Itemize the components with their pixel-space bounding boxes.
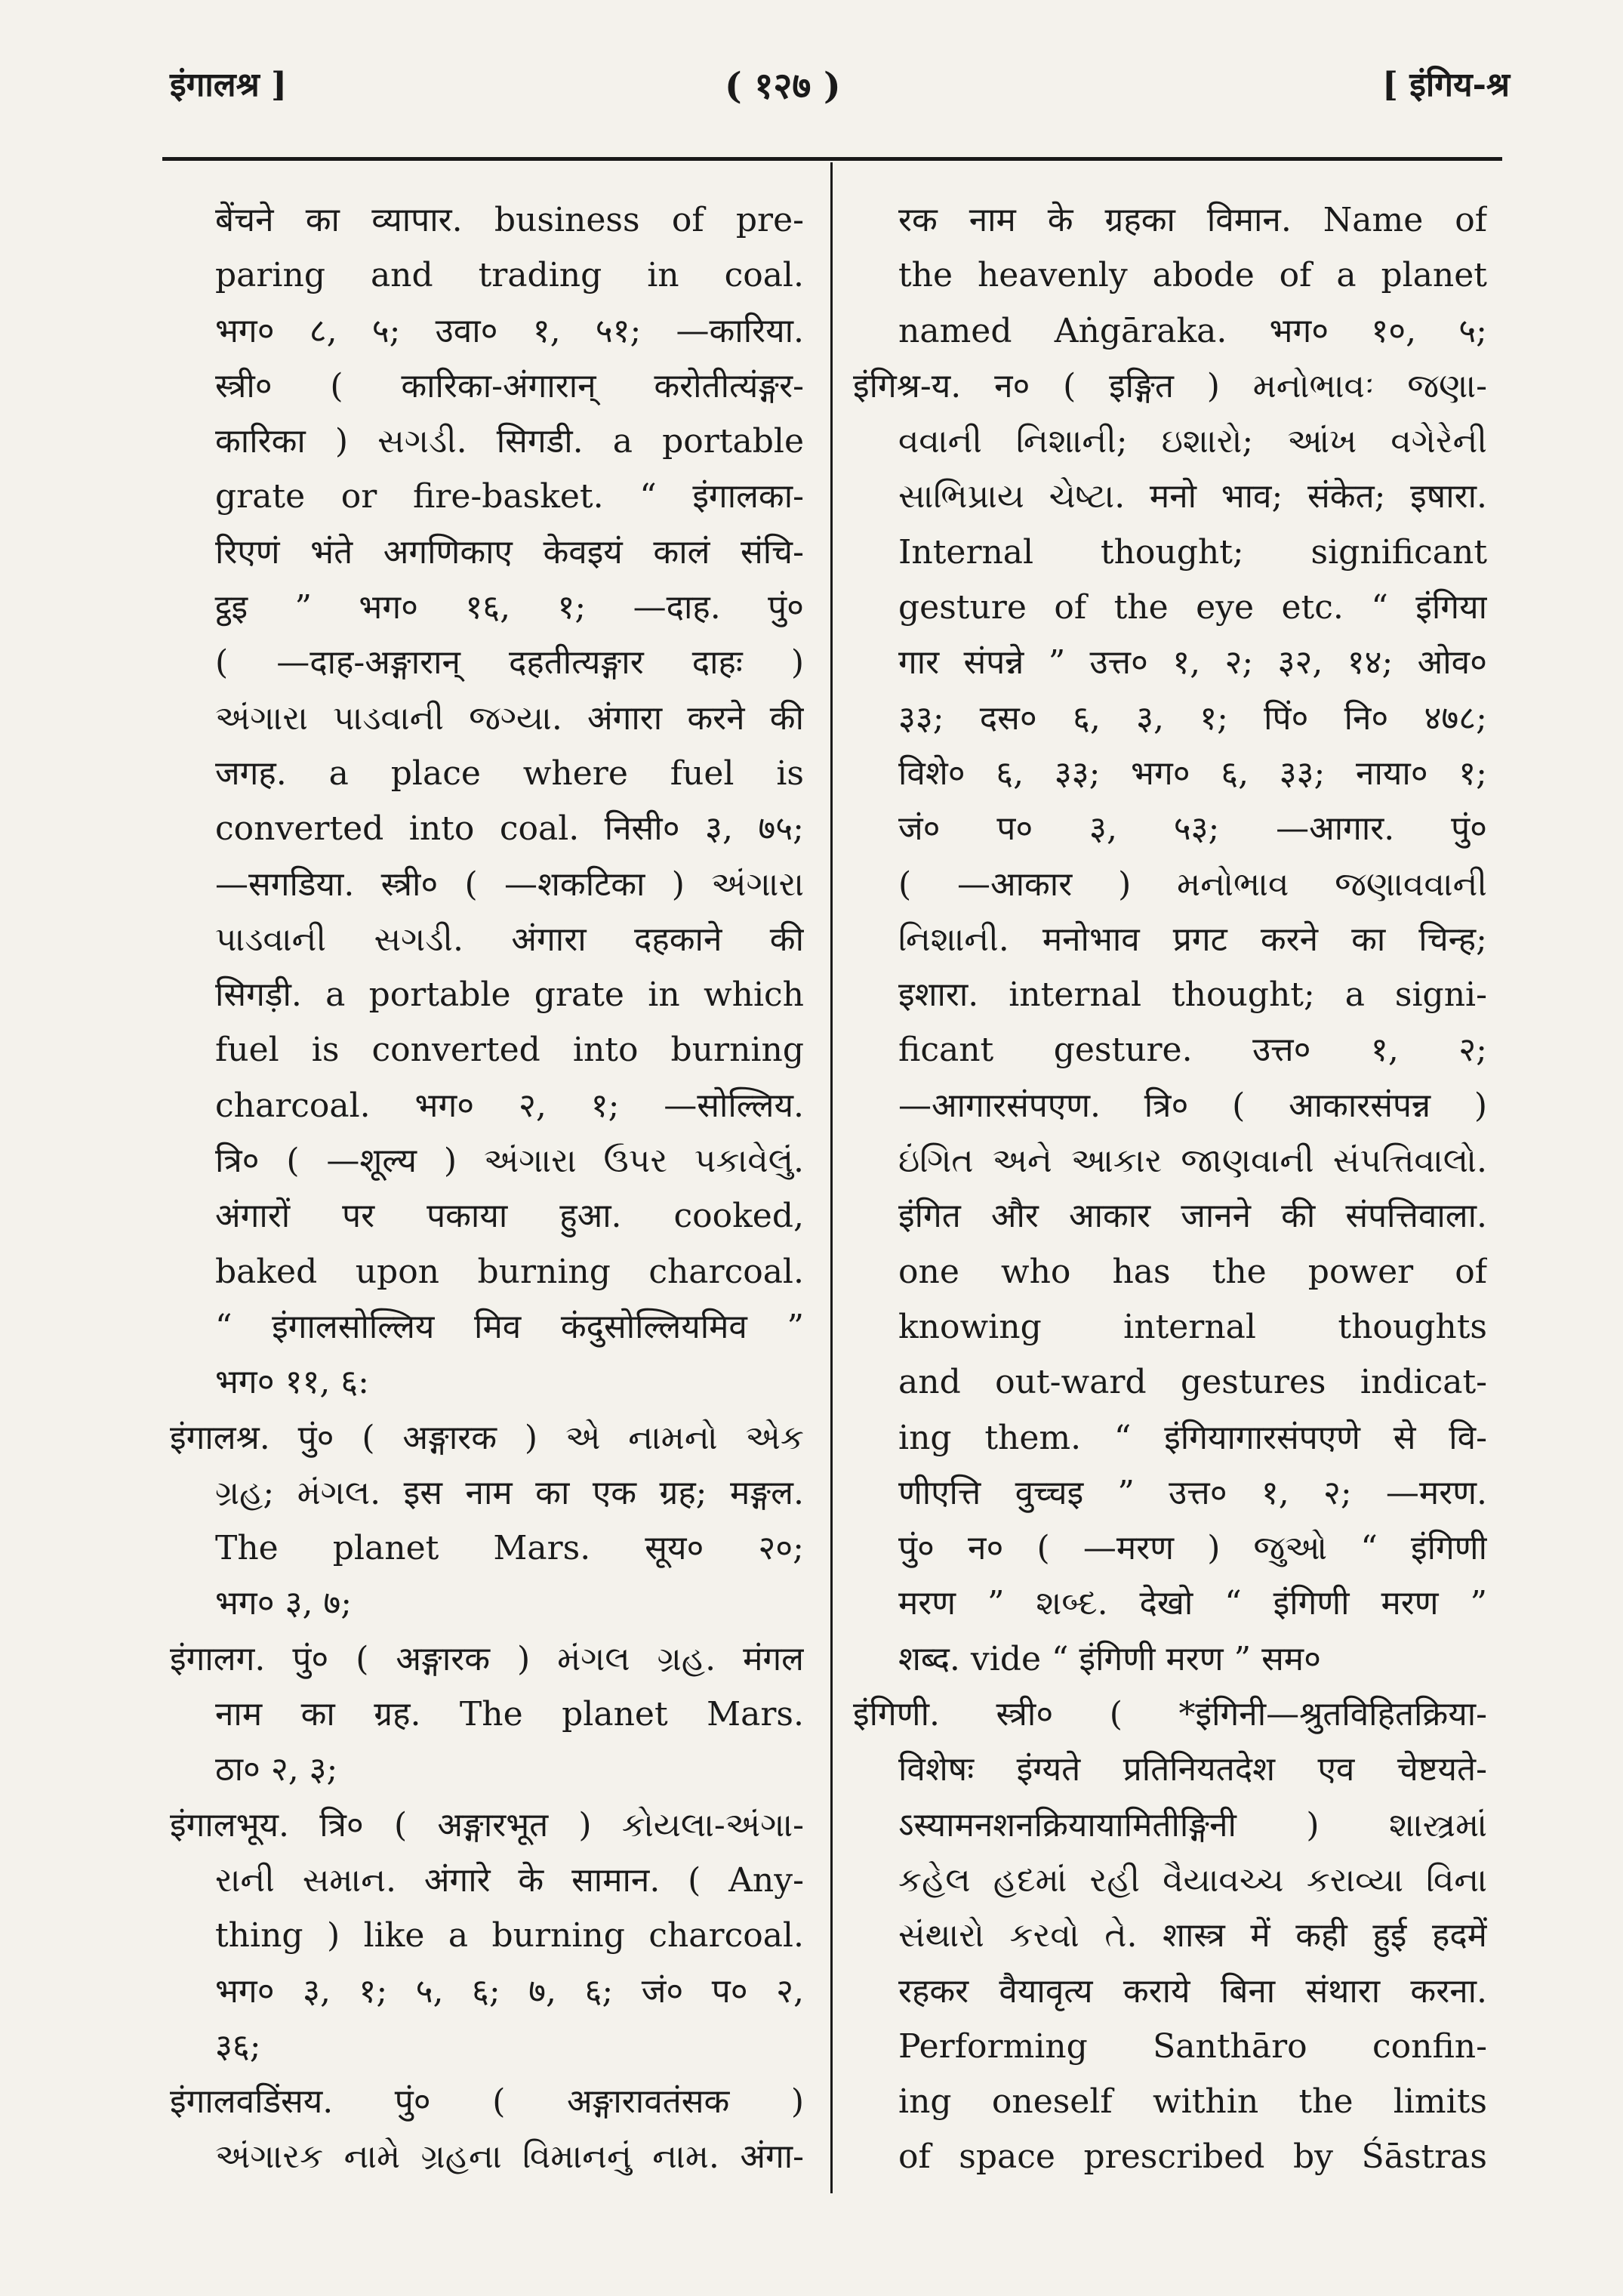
entry-line: शब्द. vide “ इंगिणी मरण ” सम०	[898, 1639, 1321, 1678]
entry-line: converted into coal. निसी० ३, ७५;	[215, 809, 804, 849]
entry-line: The planet Mars. सूय० २०;	[215, 1529, 804, 1568]
headword-line: इंगालश्र. पुं० ( अङ्गारक ) એ નામનો એક	[170, 1418, 804, 1457]
entry-line: thing ) like a burning charcoal.	[215, 1916, 804, 1955]
headword-line: इंगिश्र-य. न० ( इङ्गित ) મનોભાવઃ જણા-	[853, 366, 1487, 405]
page-number: ( १२७ )	[725, 65, 841, 107]
entry-line: charcoal. भग० २, १; —सोल्लिय.	[215, 1086, 804, 1125]
entry-line: इंगित और आकार जानने की संपत्तिवाला.	[898, 1197, 1487, 1236]
page-header	[0, 60, 1623, 121]
entry-line: the heavenly abode of a planet	[898, 256, 1487, 295]
entry-line: ऽस्यामनशनक्रियायामितीङ्गिनी ) શાસ્ત્રમાં	[898, 1805, 1487, 1845]
entry-line: grate or fire-basket. “ इंगालका-	[215, 477, 804, 516]
entry-line: fuel is converted into burning	[215, 1031, 804, 1070]
entry-line: ट्ठइ ” भग० १६, १; —दाह. पुं०	[215, 588, 804, 627]
entry-line: णीएत्ति वुच्चइ ” उत्त० १, २; —मरण.	[898, 1473, 1487, 1512]
entry-line: ficant gesture. उत्त० १, २;	[898, 1031, 1487, 1070]
headword-line: इंगालभूय. त्रि० ( अङ्गारभूत ) કોયલા-અંગા-	[170, 1805, 804, 1845]
entry-line: रिएणं भंते अगणिकाए केवइयं कालं संचि-	[215, 532, 804, 572]
entry-line: इशारा. internal thought; a signi-	[898, 975, 1487, 1015]
entry-line: विशे० ६, ३३; भग० ६, ३३; नाया० १;	[898, 754, 1487, 793]
entry-line: ३६;	[215, 2026, 261, 2066]
entry-line: one who has the power of	[898, 1252, 1487, 1291]
entry-line: knowing internal thoughts	[898, 1307, 1487, 1346]
headword-line: इंगालवडिंसय. पुं० ( अङ्गारावतंसक )	[170, 2082, 804, 2122]
entry-line: रहकर वैयावृत्य कराये बिना संथारा करना.	[898, 1971, 1487, 2011]
entry-line: નિશાની. मनोभाव प्रगट करने का चिन्ह;	[898, 920, 1487, 959]
entry-line: અંગારા પાડવાની જગ્યા. अंगारा करने की	[215, 698, 804, 738]
entry-line: भग० ८, ५; उवा० १, ५१; —कारिया.	[215, 311, 804, 350]
entry-line: Internal thought; significant	[898, 532, 1487, 572]
entry-line: ३३; दस० ६, ३, १; पिं० नि० ४७८;	[898, 698, 1487, 738]
entry-line: પાડવાની સગડી. अंगारा दहकाने की	[215, 920, 804, 959]
entry-line: and out-ward gestures indicat-	[898, 1363, 1487, 1402]
entry-line: अंगारों पर पकाया हुआ. cooked,	[215, 1197, 804, 1236]
entry-line: ઇંગિત અને આકાર જાણવાની સંપત્તિવાલો.	[898, 1142, 1487, 1181]
entry-line: named Aṅgāraka. भग० १०, ५;	[898, 311, 1487, 350]
column-divider	[830, 162, 833, 2193]
entry-line: विशेषः इंग्यते प्रतिनियतदेश एव चेष्टयते-	[898, 1750, 1487, 1789]
entry-line: ( —आकार ) મનોભાવ જણાવવાની	[898, 864, 1487, 904]
entry-line: भग० ३, ७;	[215, 1584, 353, 1623]
entry-line: स्त्री० ( कारिका-अंगारान् करोतीत्यंङ्गर-	[215, 366, 804, 405]
entry-line: અંગારક નામે ગ્રહના વિમાનનું નામ. अंगा-	[215, 2137, 804, 2177]
entry-line: —आगारसंपएण. त्रि० ( आकारसंपन्न )	[898, 1086, 1487, 1125]
header-divider	[162, 157, 1502, 161]
entry-line: जं० प० ३, ५३; —आगार. पुं०	[898, 809, 1487, 849]
entry-line: —सगडिया. स्त्री० ( —शकटिका ) અંગારા	[215, 864, 804, 904]
headword-line: इंगालग. पुं० ( अङ्गारक ) મંગલ ગ્રહ. मंगल	[170, 1639, 804, 1678]
entry-line: ठा० २, ३;	[215, 1750, 338, 1789]
entry-line: रक नाम के ग्रहका विमान. Name of	[898, 201, 1487, 239]
entry-line: बेंचने का व्यापार. business of pre-	[215, 201, 804, 239]
entry-line: ગ્રહ; મંગલ. इस नाम का एक ग्रह; मङ्गल.	[215, 1473, 804, 1512]
entry-line: मरण ” શબ્દ. देखो “ इंगिणी मरण ”	[898, 1584, 1487, 1623]
entry-line: सिगड़ी. a portable grate in which	[215, 975, 804, 1015]
entry-line: ing oneself within the limits	[898, 2082, 1487, 2122]
entry-line: gesture of the eye etc. “ इंगिया	[898, 588, 1487, 627]
entry-line: સાભિપ્રાય ચેષ્ટા. मनो भाव; संकेत; इषारा.	[898, 477, 1487, 516]
entry-line: of space prescribed by Śāstras	[898, 2137, 1487, 2177]
entry-line: पुं० न० ( —मरण ) જુઓ “ इंगिणी	[898, 1529, 1487, 1568]
entry-line: त्रि० ( —शूल्य ) અંગારા ઉપર પકાવેલું.	[215, 1142, 804, 1181]
right-column	[853, 193, 1487, 2185]
entry-line: ( —दाह-अङ्गारान् दहतीत्यङ्गार दाहः )	[215, 643, 804, 683]
left-column	[170, 193, 804, 2185]
entry-line: સંથારો કરવો તે. शास्त्र में कही हुई हदमें	[898, 1916, 1487, 1955]
entry-line: વવાની નિશાની; ઇશારો; આંખ વગેરેની	[898, 422, 1487, 461]
entry-line: baked upon burning charcoal.	[215, 1252, 804, 1291]
entry-line: કહેલ હદમાં રહી વૈયાવચ્ચ કરાવ્યા વિના	[898, 1860, 1487, 1900]
header-left-guideword: इंगालश्र ]	[170, 66, 287, 104]
entry-line: રાની સમાન. अंगारे के सामान. ( Any-	[215, 1860, 804, 1900]
entry-line: ing them. “ इंगियागारसंपएणे से वि-	[898, 1418, 1487, 1457]
entry-line: जगह. a place where fuel is	[215, 754, 804, 793]
entry-line: “ इंगालसोल्लिय मिव कंदुसोल्लियमिव ”	[215, 1307, 804, 1346]
entry-line: Performing Santhāro confin-	[898, 2026, 1487, 2066]
entry-line: भग० ११, ६:	[215, 1363, 370, 1402]
entry-line: नाम का ग्रह. The planet Mars.	[215, 1695, 804, 1734]
entry-line: गार संपन्ने ” उत्त० १, २; ३२, १४; ओव०	[898, 643, 1487, 683]
headword-line: इंगिणी. स्त्री० ( *इंगिनी—श्रुतविहितक्रिया-	[853, 1695, 1487, 1734]
header-right-guideword: [ इंगिय-श्र	[1382, 66, 1510, 104]
entry-line: कारिका ) સગડી. सिगडी. a portable	[215, 422, 804, 461]
entry-line: paring and trading in coal.	[215, 256, 804, 295]
entry-line: भग० ३, १; ५, ६; ७, ६; जं० प० २,	[215, 1971, 804, 2011]
